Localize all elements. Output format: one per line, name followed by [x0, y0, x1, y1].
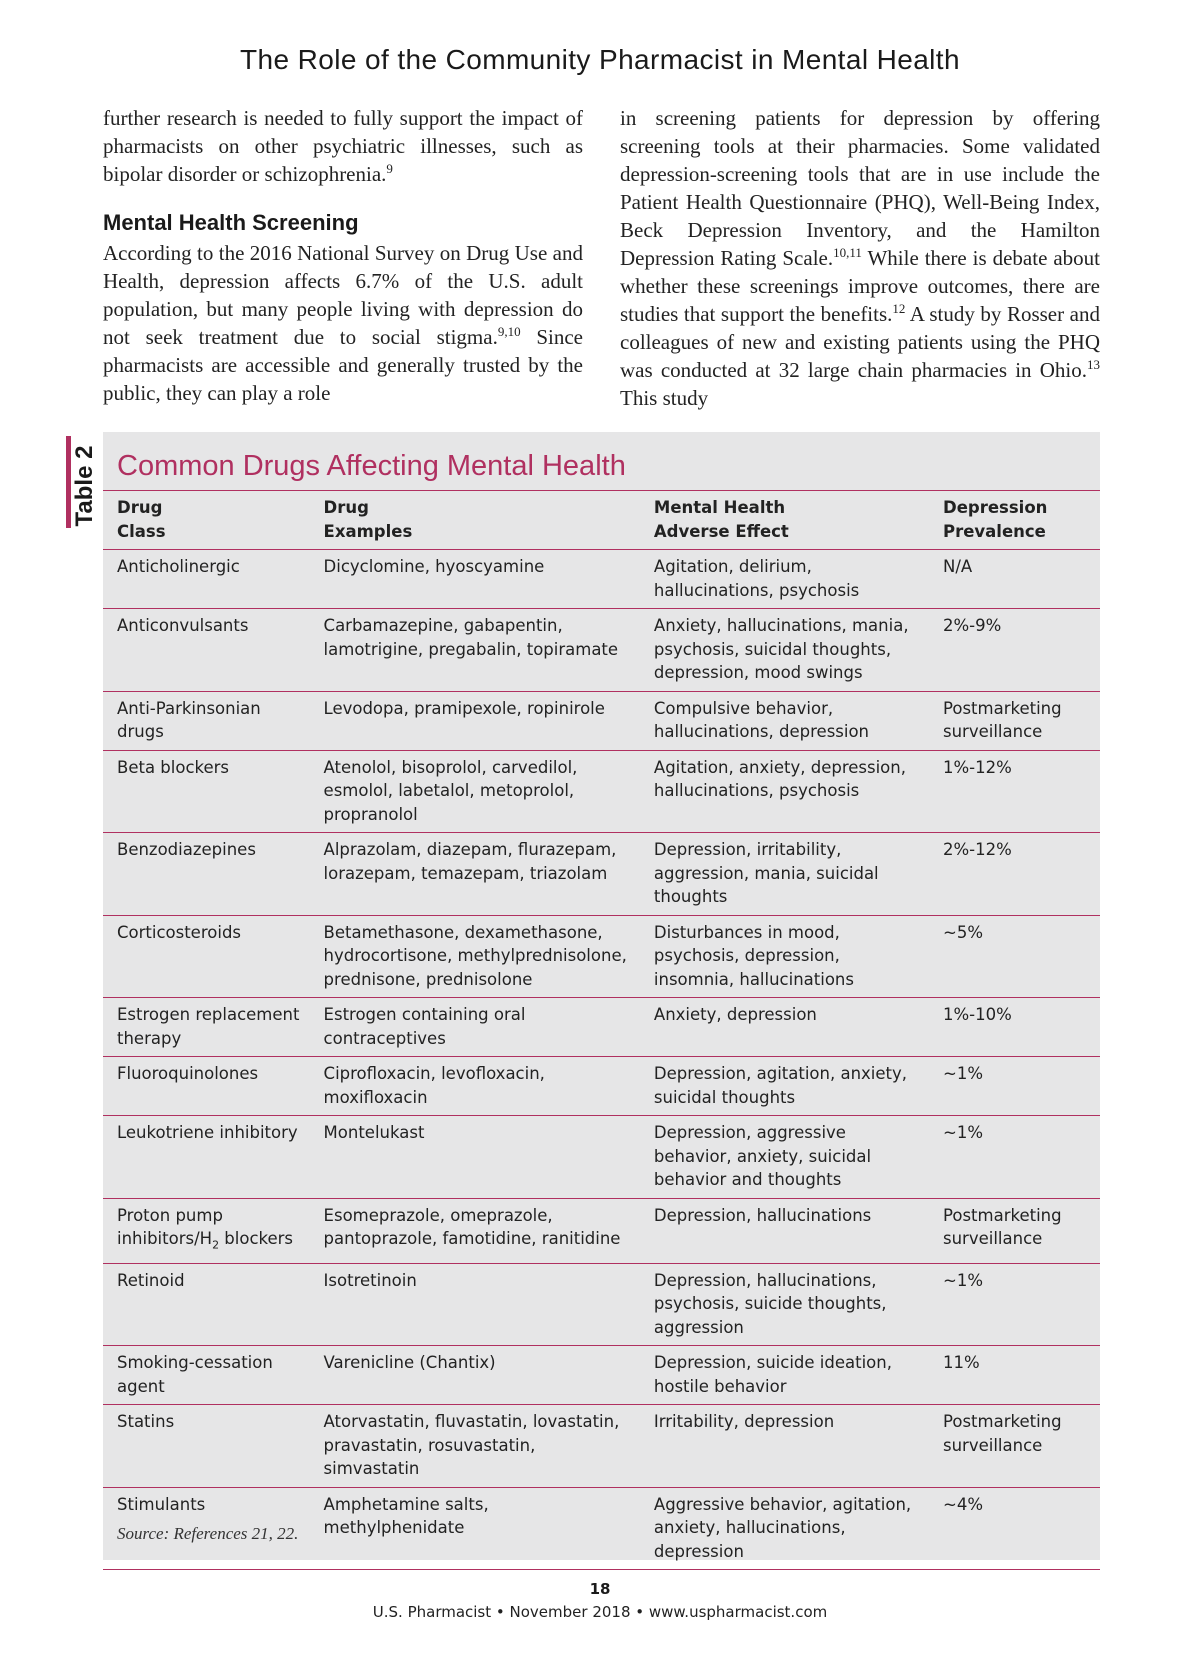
header-drug-examples: Drug Examples	[310, 491, 640, 550]
table-row	[103, 833, 1100, 916]
screening-paragraph	[103, 239, 583, 407]
adverse-effect-cell: Depression, hallucinations	[640, 1198, 929, 1263]
drug-class-cell: Proton pump inhibitors/$H_2$ blockers	[103, 1198, 310, 1263]
adverse-effect-cell: Depression, irritability, aggression, mania, suicidal thoughts	[640, 833, 929, 916]
table-label: Table 2	[71, 445, 98, 527]
drug-examples-cell: Dicyclomine, hyoscyamine	[310, 550, 640, 609]
prevalence-cell: 1%-10%	[929, 998, 1100, 1057]
drug-class-cell: Anticonvulsants	[103, 609, 310, 692]
prevalence-cell: ~1%	[929, 1116, 1100, 1199]
adverse-effect-cell: Depression, suicide ideation, hostile behavior	[640, 1346, 929, 1405]
right-text: in screening patients for depression by offering screening tools at their pharmacies. Some validated depression-screening tools that are in use include the Patient Health Questionnaire (PHQ), Well-Being Index, Beck Depression Inventory, and the Hamilton Depression Rating Scale.	[620, 106, 1100, 270]
adverse-effect-cell: Aggressive behavior, agitation, anxiety, hallucinations, depression	[640, 1487, 929, 1570]
intro-text: further research is needed to fully support the impact of pharmacists on other psychiatric illnesses, such as bipolar disorder or schizophrenia.	[103, 106, 583, 186]
table-row	[103, 1346, 1100, 1405]
table-row	[103, 915, 1100, 998]
table-header-row	[103, 491, 1100, 550]
table-row	[103, 691, 1100, 750]
drug-examples-cell: Esomeprazole, omeprazole, pantoprazole, famotidine, ranitidine	[310, 1198, 640, 1263]
adverse-effect-cell: Agitation, anxiety, depression, hallucinations, psychosis	[640, 750, 929, 833]
table-row	[103, 609, 1100, 692]
prevalence-cell: Postmarketing surveillance	[929, 1198, 1100, 1263]
drug-examples-cell: Levodopa, pramipexole, ropinirole	[310, 691, 640, 750]
drug-class-cell: Fluoroquinolones	[103, 1057, 310, 1116]
prevalence-cell: 2%-9%	[929, 609, 1100, 692]
prevalence-cell: Postmarketing surveillance	[929, 1405, 1100, 1488]
prevalence-cell: ~1%	[929, 1263, 1100, 1346]
prevalence-cell: N/A	[929, 550, 1100, 609]
right-paragraph	[620, 104, 1100, 412]
prevalence-cell: ~5%	[929, 915, 1100, 998]
prevalence-cell: 1%-12%	[929, 750, 1100, 833]
drug-class-cell: Statins	[103, 1405, 310, 1488]
prevalence-cell: 11%	[929, 1346, 1100, 1405]
screening-text-continued: Since pharmacists are accessible and generally trusted by the public, they can play a role	[103, 325, 584, 405]
drug-class-cell: Corticosteroids	[103, 915, 310, 998]
right-text: While there is debate about whether these screenings improve outcomes, there are studies that support the benefits.	[620, 246, 1101, 326]
drug-class-cell: Anticholinergic	[103, 550, 310, 609]
footer-line: U.S. Pharmacist • November 2018 • www.uspharmacist.com	[372, 1603, 828, 1621]
header-drug-class: Drug Class	[103, 491, 310, 550]
drug-table	[103, 490, 1100, 1570]
adverse-effect-cell: Depression, hallucinations, psychosis, suicide thoughts, aggression	[640, 1263, 929, 1346]
table-row	[103, 1263, 1100, 1346]
table-row	[103, 998, 1100, 1057]
drug-examples-cell: Atenolol, bisoprolol, carvedilol, esmolol, labetalol, metoprolol, propranolol	[310, 750, 640, 833]
drug-examples-cell: Amphetamine salts, methylphenidate	[310, 1487, 640, 1570]
header-depression-prevalence: Depression Prevalence	[929, 491, 1100, 550]
adverse-effect-cell: Depression, agitation, anxiety, suicidal thoughts	[640, 1057, 929, 1116]
header-adverse-effect: Mental Health Adverse Effect	[640, 491, 929, 550]
drug-class-cell: Estrogen replacement therapy	[103, 998, 310, 1057]
reference-superscript: 10,11	[833, 245, 862, 260]
adverse-effect-cell: Irritability, depression	[640, 1405, 929, 1488]
table-title: Common Drugs Affecting Mental Health	[117, 450, 626, 482]
adverse-effect-cell: Depression, aggressive behavior, anxiety, suicidal behavior and thoughts	[640, 1116, 929, 1199]
table-row	[103, 1116, 1100, 1199]
table-source: Source: References 21, 22.	[117, 1524, 299, 1543]
right-text: A study by Rosser and colleagues of new and existing patients using the PHQ was conducted at 32 large chain pharmacies in Ohio.	[620, 302, 1100, 382]
right-text: This study	[620, 386, 709, 410]
prevalence-cell: ~1%	[929, 1057, 1100, 1116]
reference-superscript: 13	[1087, 357, 1100, 372]
intro-paragraph	[103, 104, 583, 188]
drug-class-cell: Stimulants	[103, 1487, 310, 1570]
prevalence-cell: ~4%	[929, 1487, 1100, 1570]
page-title: The Role of the Community Pharmacist in Mental Health	[240, 44, 960, 75]
drug-examples-cell: Isotretinoin	[310, 1263, 640, 1346]
drug-class-cell: Benzodiazepines	[103, 833, 310, 916]
drug-class-cell: Anti-Parkinsonian drugs	[103, 691, 310, 750]
adverse-effect-cell: Anxiety, depression	[640, 998, 929, 1057]
drug-examples-cell: Carbamazepine, gabapentin, lamotrigine, pregabalin, topiramate	[310, 609, 640, 692]
adverse-effect-cell: Anxiety, hallucinations, mania, psychosis, suicidal thoughts, depression, mood swings	[640, 609, 929, 692]
drug-examples-cell: Alprazolam, diazepam, flurazepam, lorazepam, temazepam, triazolam	[310, 833, 640, 916]
table-row	[103, 1057, 1100, 1116]
drug-examples-cell: Betamethasone, dexamethasone, hydrocortisone, methylprednisolone, prednisone, prednisolone	[310, 915, 640, 998]
prevalence-cell: 2%-12%	[929, 833, 1100, 916]
section-heading: Mental Health Screening	[103, 210, 359, 235]
adverse-effect-cell: Agitation, delirium, hallucinations, psychosis	[640, 550, 929, 609]
drug-class-cell: Beta blockers	[103, 750, 310, 833]
reference-superscript: 9,10	[497, 324, 521, 339]
table-body	[103, 550, 1100, 1570]
right-column	[620, 104, 1100, 412]
drug-class-cell: Smoking-cessation agent	[103, 1346, 310, 1405]
reference-superscript: 12	[892, 301, 906, 316]
drug-examples-cell: Ciprofloxacin, levofloxacin, moxifloxacin	[310, 1057, 640, 1116]
left-column	[103, 104, 583, 407]
table-row	[103, 1405, 1100, 1488]
adverse-effect-cell: Compulsive behavior, hallucinations, depression	[640, 691, 929, 750]
drug-class-cell: Retinoid	[103, 1263, 310, 1346]
table-row	[103, 750, 1100, 833]
screening-text: According to the 2016 National Survey on Drug Use and Health, depression affects 6.7% of the U.S. adult population, but many people living with depression do not seek treatment due to social stigma.	[103, 241, 583, 349]
table-row	[103, 550, 1100, 609]
drug-table-panel	[103, 432, 1100, 1560]
reference-superscript: 9	[386, 161, 393, 176]
table-row	[103, 1198, 1100, 1263]
drug-class-cell: Leukotriene inhibitory	[103, 1116, 310, 1199]
drug-examples-cell: Atorvastatin, fluvastatin, lovastatin, pravastatin, rosuvastatin, simvastatin	[310, 1405, 640, 1488]
drug-examples-cell: Montelukast	[310, 1116, 640, 1199]
page-number: 18	[589, 1580, 611, 1598]
drug-examples-cell: Varenicline (Chantix)	[310, 1346, 640, 1405]
adverse-effect-cell: Disturbances in mood, psychosis, depression, insomnia, hallucinations	[640, 915, 929, 998]
drug-examples-cell: Estrogen containing oral contraceptives	[310, 998, 640, 1057]
prevalence-cell: Postmarketing surveillance	[929, 691, 1100, 750]
